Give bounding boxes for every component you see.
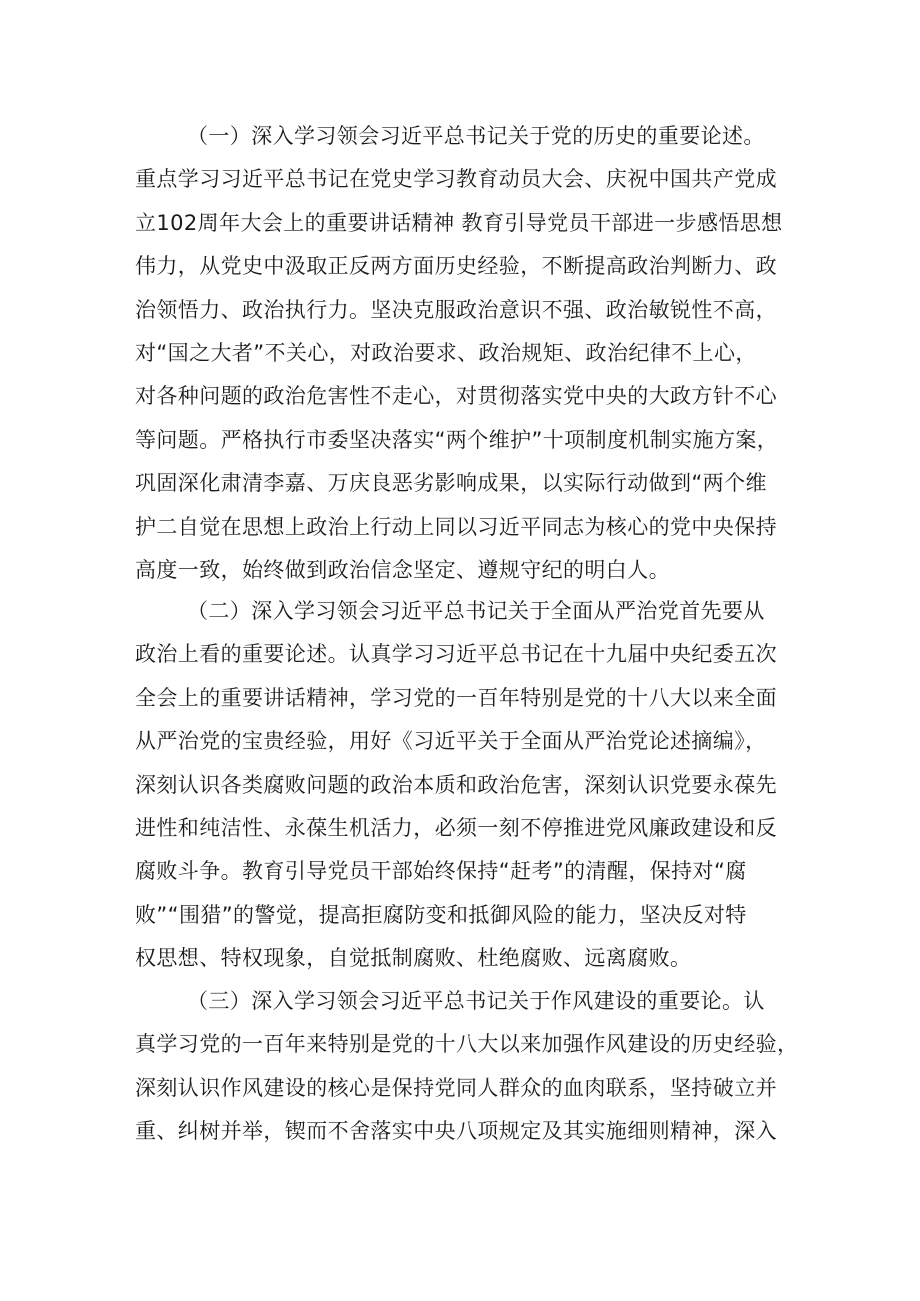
body-text-line: 治领悟力、政治执行力。坚决克服政治意识不强、政治敏锐性不高， — [135, 297, 777, 322]
body-text-line: 等问题。严格执行市委坚决落实“两个维护”十项制度机制实施方案， — [135, 427, 779, 452]
body-text-line: 对“国之大者”不关心，对政治要求、政治规矩、政治纪律不上心， — [135, 340, 757, 365]
body-text-line: 进性和纯洁性、永葆生机活力，必须一刻不停推进党风廉政建设和反 — [135, 815, 777, 840]
body-text-line: 重、纠树并举，锲而不舍落实中央八项规定及其实施细则精神，深入 — [135, 1119, 777, 1144]
paragraph-party-history — [135, 115, 790, 592]
body-text-line: 立102周年大会上的重要讲话精神 教育引导党员干部进一步感悟思想 — [135, 210, 783, 235]
body-text-line: 真学习党的一百年来特别是党的十八大以来加强作风建设的历史经验， — [135, 1032, 799, 1057]
body-text-line: 高度一致，始终做到政治信念坚定、遵规守纪的明白人。 — [135, 557, 670, 582]
body-text-line: 护二自觉在思想上政治上行动上同以习近平同志为核心的党中央保持 — [135, 514, 777, 539]
paragraph-strict-governance — [135, 590, 790, 981]
body-text-line: 从严治党的宝贵经验，用好《习近平关于全面从严治党论述摘编》， — [135, 729, 767, 754]
paragraph-heading-line: （二）深入学习领会习近平总书记关于全面从严治党首先要从 — [187, 599, 765, 623]
body-text-line: 伟力，从党史中汲取正反两方面历史经验，不断提高政治判断力、政 — [135, 254, 777, 279]
body-text-line: 政治上看的重要论述。认真学习习近平总书记在十九届中央纪委五次 — [135, 642, 777, 667]
paragraph-work-style — [135, 980, 799, 1154]
body-text-line: 深刻认识各类腐败问题的政治本质和政治危害，深刻认识党要永葆先 — [135, 772, 777, 797]
body-text-line: 巩固深化肃清李嘉、万庆良恶劣影响成果，以实际行动做到“两个维 — [135, 471, 767, 496]
body-text-line: 全会上的重要讲话精神，学习党的一百年特别是党的十八大以来全面 — [135, 685, 777, 710]
body-text-line: 腐败斗争。教育引导党员干部始终保持“赶考”的清醒，保持对“腐 — [135, 859, 747, 884]
body-text-line: 对各种问题的政治危害性不走心，对贯彻落实党中央的大政方针不心 — [135, 384, 777, 409]
body-text-line: 深刻认识作风建设的核心是保持党同人群众的血肉联系，坚持破立并 — [135, 1075, 777, 1100]
paragraph-heading-line: （三）深入学习领会习近平总书记关于作风建设的重要论。认 — [187, 989, 765, 1013]
paragraph-heading-line: （一）深入学习领会习近平总书记关于党的历史的重要论述。 — [187, 124, 765, 148]
body-text-line: 败”“围猎”的警觉，提高拒腐防变和抵御风险的能力，坚决反对特 — [135, 902, 747, 927]
body-text-line: 重点学习习近平总书记在党史学习教育动员大会、庆祝中国共产党成 — [135, 167, 777, 192]
body-text-line: 权思想、特权现象，自觉抵制腐败、杜绝腐败、远离腐败。 — [135, 946, 692, 971]
